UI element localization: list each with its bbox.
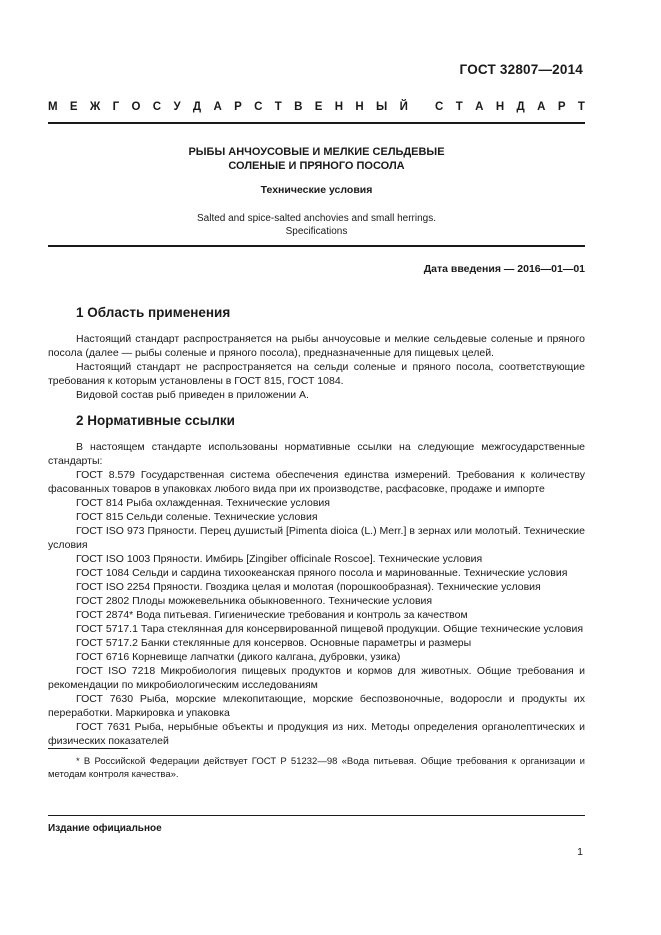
interstate-standard-banner: [48, 101, 585, 113]
reference-item: ГОСТ ISO 2254 Пряности. Гвоздика целая и молотая (порошкообразная). Технические условия: [76, 581, 541, 593]
banner-letter: У: [173, 101, 181, 113]
banner-letter: Н: [495, 101, 505, 113]
banner-letter: Т: [274, 101, 282, 113]
document-title: [48, 145, 585, 173]
banner-letter: Г: [112, 101, 120, 113]
paragraph: Настоящий стандарт не распространяется на сельди соленые и пряного посола, соответствующие требования к которым установлены в ГОСТ 815, ГОСТ 1084.: [48, 361, 585, 387]
footnote: [48, 755, 585, 781]
banner-letter: А: [475, 101, 484, 113]
title-line-2: СОЛЕНЫЕ И ПРЯНОГО ПОСОЛА: [228, 160, 405, 172]
top-rule: [48, 122, 585, 124]
reference-item: ГОСТ 815 Сельди соленые. Технические условия: [76, 511, 318, 523]
banner-letter: А: [537, 101, 546, 113]
section-2-heading: 2 Нормативные ссылки: [76, 413, 235, 428]
banner-letter: О: [131, 101, 141, 113]
section-1-heading: 1 Область применения: [76, 305, 231, 320]
introduction-date: Дата введения — 2016—01—01: [423, 263, 585, 275]
reference-item: ГОСТ ISO 973 Пряности. Перец душистый [Pimenta dioica (L.) Merr.] в зернах или молотый. Технические условия: [48, 525, 585, 551]
banner-letter: Р: [557, 101, 566, 113]
reference-item: ГОСТ 1084 Сельди и сардина тихоокеанская пряного посола и маринованные. Технические условия: [76, 567, 568, 579]
banner-letter: Р: [234, 101, 242, 113]
banner-word-1: [48, 101, 408, 113]
reference-item: ГОСТ ISO 7218 Микробиология пищевых продуктов и кормов для животных. Общие требования и рекомендации по микробиологическим исследованиям: [48, 665, 585, 691]
reference-item: ГОСТ 8.579 Государственная система обеспечения единства измерений. Требования к количеству фасованных товаров в упаковках любого вида при их производстве, расфасовке, продаже и импорте: [48, 469, 585, 495]
banner-letter: Т: [455, 101, 463, 113]
english-title-line-2: Specifications: [285, 226, 348, 237]
section-1-body: [48, 332, 585, 402]
banner-letter: М: [48, 101, 58, 113]
footnote-text: * В Российской Федерации действует ГОСТ Р 51232—98 «Вода питьевая. Общие требования к организации и методам контроля качества».: [48, 756, 585, 780]
reference-item: ГОСТ 5717.2 Банки стеклянные для консервов. Основные параметры и размеры: [76, 637, 472, 649]
paragraph: В настоящем стандарте использованы нормативные ссылки на следующие межгосударственные стандарты:: [48, 441, 585, 467]
reference-item: ГОСТ 7631 Рыба, нерыбные объекты и продукция из них. Методы определения органолептических и физических показателей: [48, 721, 585, 747]
reference-item: ГОСТ ISO 1003 Пряности. Имбирь [Zingiber officinale Roscoe]. Технические условия: [76, 553, 483, 565]
banner-letter: Е: [314, 101, 323, 113]
banner-letter: В: [294, 101, 303, 113]
reference-item: ГОСТ 7630 Рыба, морские млекопитающие, морские беспозвоночные, водоросли и продукты их переработки. Маркировка и упаковка: [48, 693, 585, 719]
footnote-separator: [48, 748, 128, 749]
official-edition-label: Издание официальное: [48, 823, 162, 834]
banner-letter: А: [213, 101, 222, 113]
page-number: 1: [577, 846, 583, 858]
reference-item: ГОСТ 814 Рыба охлажденная. Технические условия: [76, 497, 330, 509]
reference-item: ГОСТ 5717.1 Тара стеклянная для консервированной пищевой продукции. Общие технические условия: [76, 623, 584, 635]
banner-letter: Й: [399, 101, 408, 113]
reference-item: ГОСТ 6716 Корневище лапчатки (дикого калгана, дубровки, узика): [76, 651, 401, 663]
banner-letter: С: [152, 101, 162, 113]
banner-letter: Ж: [89, 101, 101, 113]
document-code: ГОСТ 32807—2014: [459, 62, 583, 77]
title-bottom-rule: [48, 245, 585, 247]
banner-letter: С: [254, 101, 263, 113]
document-subtitle: Технические условия: [260, 184, 373, 196]
paragraph: Видовой состав рыб приведен в приложении А.: [76, 389, 309, 401]
banner-letter: Т: [577, 101, 585, 113]
paragraph: Настоящий стандарт распространяется на рыбы анчоусовые и мелкие сельдевые соленые и пряного посола (далее — рыбы соленые и пряного посола), предназначенные для пищевых целей.: [48, 333, 585, 359]
section-2-body: [48, 440, 585, 748]
english-title: [48, 212, 585, 238]
banner-word-2: [435, 101, 585, 113]
english-title-line-1: Salted and spice-salted anchovies and small herrings.: [196, 213, 437, 224]
banner-letter: Н: [334, 101, 344, 113]
banner-letter: С: [435, 101, 444, 113]
title-line-1: РЫБЫ АНЧОУСОВЫЕ И МЕЛКИЕ СЕЛЬДЕВЫЕ: [188, 146, 445, 158]
edition-rule: [48, 815, 585, 816]
banner-letter: Н: [355, 101, 364, 113]
banner-letter: Д: [516, 101, 525, 113]
reference-item: ГОСТ 2874* Вода питьевая. Гигиенические требования и контроль за качеством: [76, 609, 468, 621]
banner-letter: Ы: [376, 101, 388, 113]
banner-letter: Е: [69, 101, 78, 113]
banner-letter: Д: [192, 101, 202, 113]
reference-item: ГОСТ 2802 Плоды можжевельника обыкновенного. Технические условия: [76, 595, 433, 607]
